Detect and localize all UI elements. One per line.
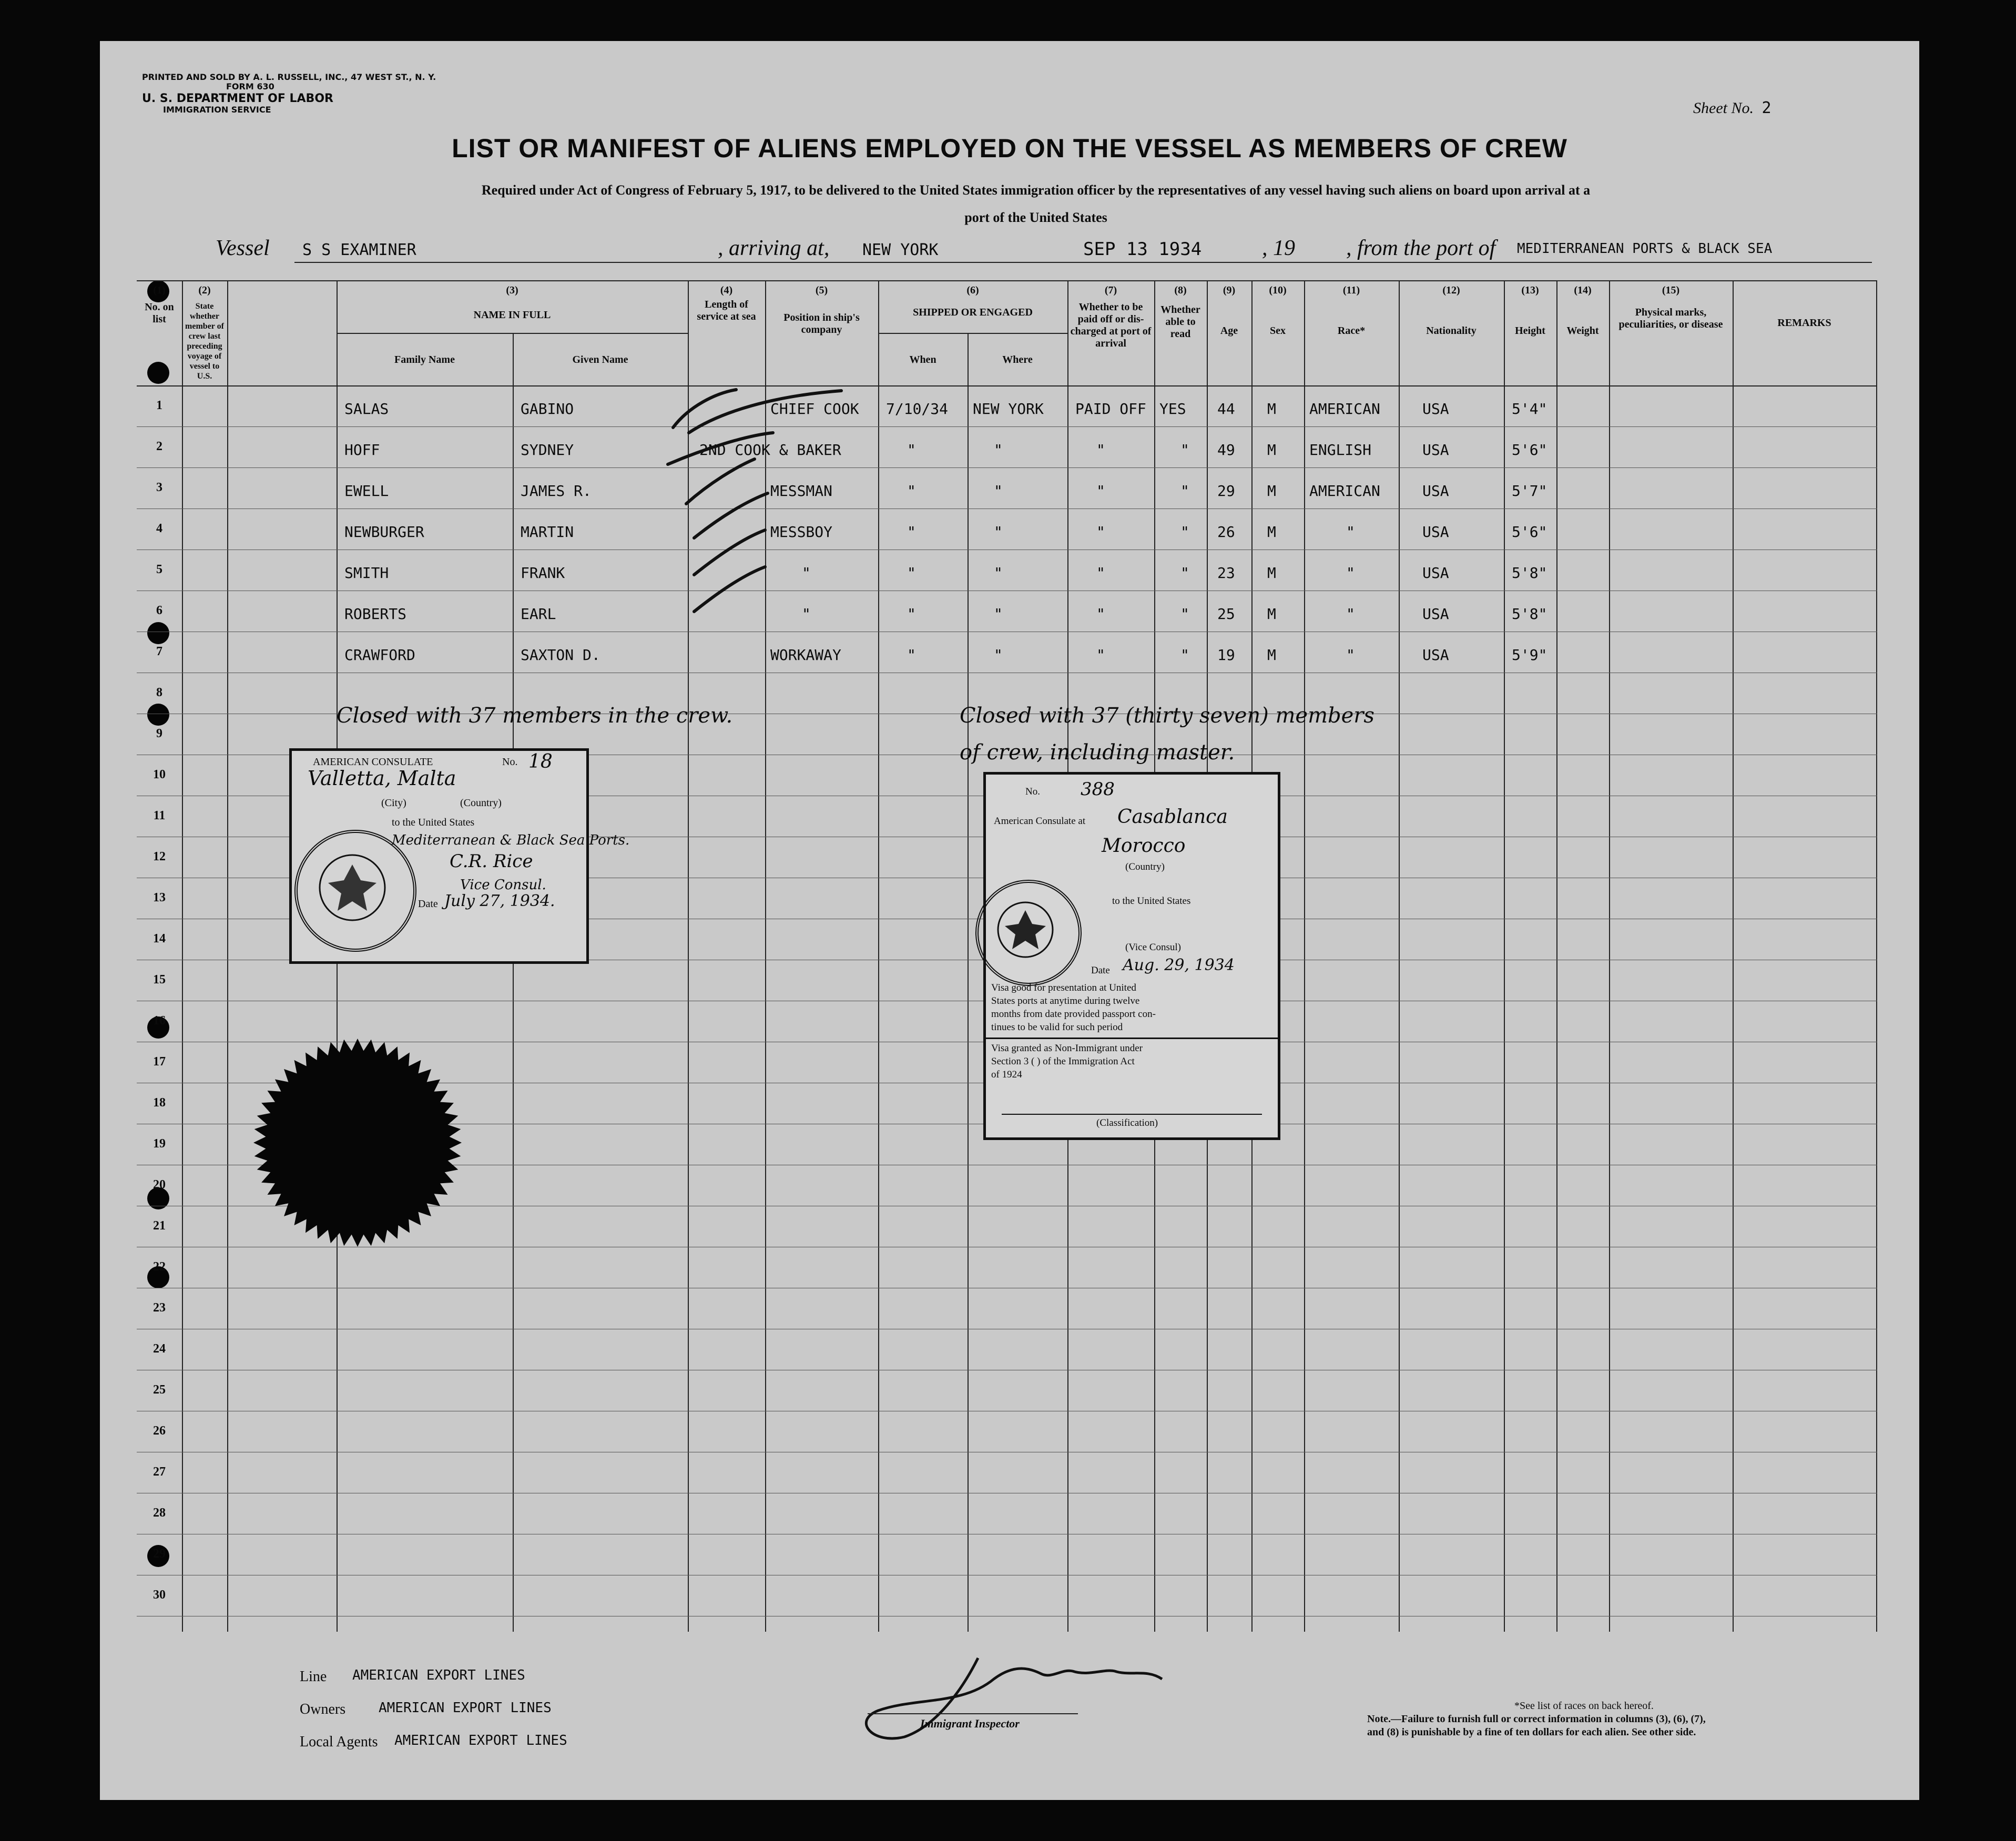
cell-age: 49	[1217, 441, 1235, 459]
cell-family-name: HOFF	[344, 441, 380, 459]
arriving-port: NEW YORK	[862, 241, 939, 259]
cell-paid-off: "	[1096, 482, 1105, 500]
cell-age: 44	[1217, 400, 1235, 418]
header-col-6: SHIPPED OR ENGAGED	[913, 307, 1033, 318]
cell-nationality: USA	[1422, 646, 1449, 664]
cell-sex: M	[1267, 400, 1276, 418]
casablanca-consulate-stamp	[983, 772, 1280, 1140]
cell-paid-off: "	[1096, 441, 1105, 459]
cell-paid-off: "	[1096, 646, 1105, 664]
header-col-10-num: (10)	[1269, 284, 1287, 296]
cell-position: MESSMAN	[770, 482, 833, 500]
owners-value: AMERICAN EXPORT LINES	[379, 1700, 552, 1716]
row-number: 22	[153, 1260, 166, 1274]
header-remarks: REMARKS	[1777, 317, 1831, 329]
from-label: , from the port of	[1346, 236, 1496, 260]
subtitle-line-1: Required under Act of Congress of February 5, 1917, to be delivered to the United States immigration officer by the representatives of any vessel having such aliens on board upon arrival at a	[481, 182, 1591, 198]
cell-age: 26	[1217, 523, 1235, 541]
sheet-number	[1693, 99, 1771, 117]
cell-nationality: USA	[1422, 605, 1449, 623]
header-col-8: Whether able to read	[1160, 304, 1200, 340]
cell-shipped-when: "	[907, 646, 916, 664]
row-number: 15	[153, 973, 166, 986]
cell-position: MESSBOY	[770, 523, 833, 541]
casa-country: Morocco	[1102, 835, 1186, 857]
row-number: 10	[153, 768, 166, 781]
vessel-line	[216, 236, 1872, 267]
cell-shipped-where: "	[994, 564, 1003, 582]
header-col-1: No. on list	[145, 301, 174, 325]
cell-race: "	[1346, 605, 1355, 623]
cell-sex: M	[1267, 564, 1276, 582]
header-col-11: Race*	[1337, 325, 1366, 337]
cell-position: "	[802, 605, 811, 623]
malta-signature: C.R. Rice	[450, 851, 533, 872]
row-number: 12	[153, 850, 166, 863]
header-family-name: Family Name	[394, 354, 455, 365]
row-number: 20	[153, 1178, 166, 1192]
header-col-14: Weight	[1566, 325, 1599, 337]
header-col-5: Position in ship's company	[783, 312, 860, 335]
row-number: 13	[153, 891, 166, 904]
manifest-page	[100, 41, 1919, 1800]
eagle-emblem-icon	[298, 833, 407, 942]
casa-granted-2: Section 3 ( ) of the Immigration Act	[991, 1056, 1135, 1067]
row-number: 1	[156, 399, 162, 412]
cell-given-name: EARL	[521, 605, 556, 623]
casa-granted-3: of 1924	[991, 1069, 1022, 1080]
subtitle-line-2: port of the United States	[964, 210, 1107, 225]
row-number: 14	[153, 932, 166, 945]
row-number: 11	[153, 809, 166, 822]
malta-date: July 27, 1934.	[444, 892, 555, 910]
inspector-signature-icon	[841, 1647, 1183, 1753]
row-number: 25	[153, 1383, 166, 1397]
owners-label: Owners	[300, 1701, 346, 1717]
header-col-7-num: (7)	[1104, 284, 1117, 296]
cell-height: 5'9"	[1512, 646, 1547, 664]
row-number: 30	[153, 1588, 166, 1602]
header-col-13: Height	[1515, 325, 1545, 337]
cell-race: AMERICAN	[1309, 482, 1380, 500]
malta-vice-consul: Vice Consul.	[460, 877, 546, 893]
malta-consulate-seal	[294, 830, 416, 952]
year-label: , 19	[1262, 236, 1295, 260]
cell-sex: M	[1267, 605, 1276, 623]
row-rule	[137, 508, 1877, 509]
header-col-3-num: (3)	[506, 284, 518, 296]
cell-height: 5'8"	[1512, 564, 1547, 582]
cell-position: CHIEF COOK	[770, 400, 859, 418]
black-seal-icon	[252, 1038, 463, 1248]
malta-city-caption: (City)	[381, 797, 406, 809]
row-number: 18	[153, 1096, 166, 1110]
cell-family-name: SALAS	[344, 400, 389, 418]
header-bottom-rule	[137, 385, 1877, 386]
cell-family-name: CRAWFORD	[344, 646, 415, 664]
page-title: LIST OR MANIFEST OF ALIENS EMPLOYED ON THE VESSEL AS MEMBERS OF CREW	[452, 134, 1567, 163]
penalty-note-1: Note.—Failure to furnish full or correct information in columns (3), (6), (7),	[1367, 1713, 1706, 1725]
header-col-12: Nationality	[1426, 325, 1477, 337]
casa-date-label: Date	[1091, 965, 1110, 976]
header-col-7: Whether to be paid off or dis-charged at port of arrival	[1070, 301, 1152, 349]
header-given-name: Given Name	[572, 354, 628, 365]
cell-position: "	[802, 564, 811, 582]
page-subtitle	[221, 177, 1851, 231]
cell-family-name: SMITH	[344, 564, 389, 582]
casa-consulate-label: American Consulate at	[994, 816, 1086, 827]
agents-value: AMERICAN EXPORT LINES	[394, 1733, 567, 1748]
header-col-9: Age	[1220, 325, 1238, 337]
line-label: Line	[300, 1669, 327, 1685]
header-col-4-num: (4)	[720, 284, 733, 296]
cell-able-to-read: "	[1180, 482, 1189, 500]
header-col-9-num: (9)	[1223, 284, 1236, 296]
cell-age: 19	[1217, 646, 1235, 664]
line-value: AMERICAN EXPORT LINES	[352, 1667, 525, 1683]
row-number: 29	[153, 1547, 166, 1561]
header-col-3: NAME IN FULL	[473, 309, 551, 321]
row-rule	[137, 467, 1877, 468]
header-col-13-num: (13)	[1521, 284, 1539, 296]
cell-race: ENGLISH	[1309, 441, 1372, 459]
row-number: 23	[153, 1301, 166, 1315]
service: IMMIGRATION SERVICE	[163, 105, 271, 115]
cell-shipped-when: "	[907, 482, 916, 500]
cell-height: 5'6"	[1512, 441, 1547, 459]
closed-note-right-1: Closed with 37 (thirty seven) members	[960, 704, 1374, 728]
row-number: 19	[153, 1137, 166, 1151]
cell-shipped-when: "	[907, 564, 916, 582]
cell-given-name: JAMES R.	[521, 482, 592, 500]
header-col-12-num: (12)	[1442, 284, 1460, 296]
header-col-5-num: (5)	[815, 284, 828, 296]
cell-age: 25	[1217, 605, 1235, 623]
cell-sex: M	[1267, 482, 1276, 500]
casa-no-label: No.	[1025, 786, 1040, 797]
row-number: 24	[153, 1342, 166, 1356]
row-number: 7	[156, 645, 162, 658]
cell-shipped-when: "	[907, 523, 916, 541]
header-col-11-num: (11)	[1342, 284, 1360, 296]
row-number: 28	[153, 1506, 166, 1520]
agents-label: Local Agents	[300, 1734, 378, 1750]
service-slash-marks	[642, 380, 889, 654]
malta-journey: Mediterranean & Black Sea Ports.	[392, 832, 630, 848]
malta-date-label: Date	[418, 898, 438, 910]
cell-age: 23	[1217, 564, 1235, 582]
vessel-underline	[294, 262, 1872, 263]
vessel-label: Vessel	[216, 236, 270, 260]
cell-family-name: ROBERTS	[344, 605, 407, 623]
casa-country-caption: (Country)	[1125, 861, 1165, 872]
cell-nationality: USA	[1422, 564, 1449, 582]
malta-to-us: to the United States	[392, 817, 475, 828]
cell-shipped-where: "	[994, 605, 1003, 623]
inspector-caption: Immigrant Inspector	[920, 1717, 1020, 1730]
cell-able-to-read: "	[1180, 564, 1189, 582]
cell-able-to-read: YES	[1159, 400, 1186, 418]
cell-position: 2ND COOK & BAKER	[699, 441, 841, 459]
row-number: 6	[156, 604, 162, 617]
cell-given-name: SAXTON D.	[521, 646, 600, 664]
department: U. S. DEPARTMENT OF LABOR	[142, 91, 333, 105]
vessel-name: S S EXAMINER	[302, 241, 416, 259]
cell-nationality: USA	[1422, 400, 1449, 418]
cell-paid-off: "	[1096, 564, 1105, 582]
cell-shipped-where: "	[994, 482, 1003, 500]
cell-shipped-where: "	[994, 523, 1003, 541]
cell-given-name: FRANK	[521, 564, 565, 582]
cell-shipped-where: "	[994, 441, 1003, 459]
casa-visa-text-4: tinues to be valid for such period	[991, 1022, 1123, 1033]
row-number: 27	[153, 1465, 166, 1479]
malta-no: 18	[528, 751, 553, 772]
row-number: 3	[156, 481, 162, 494]
header-col-1-num: (1)	[153, 284, 166, 296]
casa-classification: (Classification)	[1096, 1117, 1158, 1128]
cell-given-name: MARTIN	[521, 523, 574, 541]
row-number: 9	[156, 727, 162, 740]
cell-sex: M	[1267, 441, 1276, 459]
closed-note-right-2: of crew, including master.	[960, 740, 1235, 765]
cell-able-to-read: "	[1180, 646, 1189, 664]
malta-consulate-stamp	[289, 748, 630, 964]
sheet-label: Sheet No.	[1693, 99, 1754, 117]
header-col-10: Sex	[1270, 325, 1286, 337]
row-number: 8	[156, 686, 162, 699]
cell-position: WORKAWAY	[770, 646, 841, 664]
sheet-value: 2	[1762, 99, 1771, 117]
header-col-15: Physical marks, peculiarities, or disease	[1618, 307, 1723, 330]
printer-line: PRINTED AND SOLD BY A. L. RUSSELL, INC., 47 WEST ST., N. Y.	[142, 72, 436, 82]
row-number: 16	[153, 1014, 166, 1028]
cell-nationality: USA	[1422, 482, 1449, 500]
casa-visa-text-1: Visa good for presentation at United	[991, 982, 1136, 993]
cell-shipped-when: 7/10/34	[886, 400, 949, 418]
form-number: FORM 630	[226, 82, 274, 92]
eagle-emblem-icon	[979, 883, 1072, 977]
cell-shipped-where: "	[994, 646, 1003, 664]
header-col-6-num: (6)	[966, 284, 979, 296]
row-number: 2	[156, 440, 162, 453]
row-number: 17	[153, 1055, 166, 1069]
cell-able-to-read: "	[1180, 441, 1189, 459]
casa-no: 388	[1081, 779, 1115, 800]
cell-age: 29	[1217, 482, 1235, 500]
row-number: 5	[156, 563, 162, 576]
cell-race: "	[1346, 646, 1355, 664]
cell-race: "	[1346, 523, 1355, 541]
header-col-2-num: (2)	[198, 284, 211, 296]
row-number: 21	[153, 1219, 166, 1233]
cell-shipped-when: "	[907, 605, 916, 623]
cell-paid-off: "	[1096, 605, 1105, 623]
cell-sex: M	[1267, 523, 1276, 541]
casa-date: Aug. 29, 1934	[1123, 956, 1235, 974]
cell-height: 5'8"	[1512, 605, 1547, 623]
malta-city: Valletta, Malta	[308, 767, 456, 790]
date-stamp: SEP 13 1934	[1083, 239, 1202, 260]
casa-to-us: to the United States	[1112, 896, 1191, 907]
casablanca-consulate-seal	[975, 880, 1082, 986]
cell-shipped-when: "	[907, 441, 916, 459]
races-note: *See list of races on back hereof.	[1514, 1700, 1654, 1712]
table-top-rule	[137, 280, 1877, 281]
header-when: When	[909, 354, 936, 365]
casa-visa-text-2: States ports at anytime during twelve	[991, 995, 1140, 1006]
header-where: Where	[1002, 354, 1033, 365]
cell-able-to-read: "	[1180, 523, 1189, 541]
cell-given-name: GABINO	[521, 400, 574, 418]
malta-country-caption: (Country)	[460, 797, 502, 809]
row-rule	[137, 426, 1877, 427]
penalty-note-2: and (8) is punishable by a fine of ten dollars for each alien. See other side.	[1367, 1726, 1696, 1738]
cell-height: 5'7"	[1512, 482, 1547, 500]
from-port: MEDITERRANEAN PORTS & BLACK SEA	[1517, 241, 1773, 257]
cell-shipped-where: NEW YORK	[973, 400, 1044, 418]
malta-consulate-label: AMERICAN CONSULATE	[313, 756, 433, 768]
printer-imprint	[142, 73, 436, 115]
cell-race: AMERICAN	[1309, 400, 1380, 418]
cell-paid-off: PAID OFF	[1075, 400, 1146, 418]
cell-family-name: EWELL	[344, 482, 389, 500]
cell-nationality: USA	[1422, 523, 1449, 541]
casa-visa-text-3: months from date provided passport con-	[991, 1009, 1156, 1020]
malta-no-label: No.	[502, 756, 518, 768]
casa-granted-1: Visa granted as Non-Immigrant under	[991, 1043, 1143, 1054]
header-col-4: Length of service at sea	[697, 299, 756, 322]
cell-sex: M	[1267, 646, 1276, 664]
cell-height: 5'6"	[1512, 523, 1547, 541]
header-col-14-num: (14)	[1574, 284, 1592, 296]
row-number: 26	[153, 1424, 166, 1438]
header-col-15-num: (15)	[1662, 284, 1680, 296]
casa-city: Casablanca	[1117, 806, 1228, 828]
row-number: 4	[156, 522, 162, 535]
header-col-2: State whether member of crew last preceding voyage of vessel to U.S.	[185, 302, 224, 381]
cell-race: "	[1346, 564, 1355, 582]
arriving-label: , arriving at,	[718, 236, 830, 260]
cell-family-name: NEWBURGER	[344, 523, 424, 541]
casa-vice-consul-caption: (Vice Consul)	[1125, 942, 1181, 953]
closed-note-left: Closed with 37 members in the crew.	[337, 704, 733, 728]
cell-nationality: USA	[1422, 441, 1449, 459]
cell-paid-off: "	[1096, 523, 1105, 541]
cell-height: 5'4"	[1512, 400, 1547, 418]
header-col-8-num: (8)	[1174, 284, 1187, 296]
manifest-footer	[200, 1669, 1919, 1784]
cell-able-to-read: "	[1180, 605, 1189, 623]
cell-given-name: SYDNEY	[521, 441, 574, 459]
